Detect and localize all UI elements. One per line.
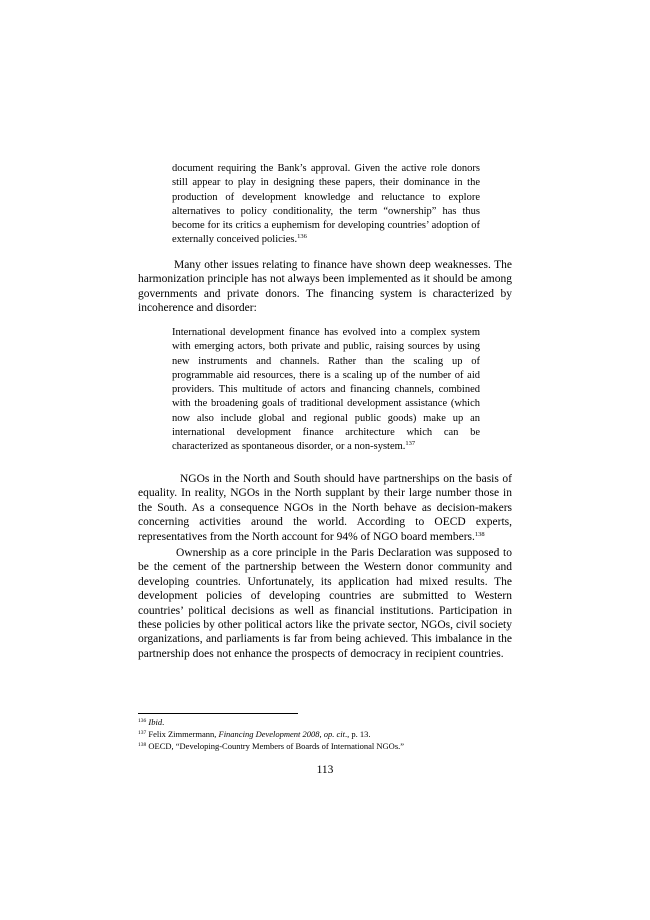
footnote-136 [138,717,518,728]
block-quote-2 [172,326,480,455]
block-quote-1 [172,162,480,248]
paragraph-ownership: Ownership as a core principle in the Paris Declaration was supposed to be the cement of the partnership between the Western donor community and developing countries. Unfortunately, its application had mixed results. The development policies of developing countries are submitted to Western countries’ political decisions as well as financial institutions. Participation in these policies by other political actors like the private sector, NGOs, civil society organizations, and parliaments is far from being achieved. This imbalance in the partnership does not enhance the prospects of democracy in recipient countries. [138,547,512,660]
block-quote-2-text: International development finance has evolved into a complex system with emerging actors, both private and public, raising sources by using new instruments and channels. Rather than the scaling up of programmable aid resources, there is a scaling up of the number of aid providers. This multitude of actors and financing channels, combined with the broadening goals of traditional development assistance (which now also include global and regional public goods) make up an international development finance architecture which can be characterized as spontaneous disorder, or a non-system. [172,327,480,453]
footnote-ref-138: 138 [474,530,485,538]
paragraph-finance-issues: Many other issues relating to finance have shown deep weaknesses. The harmonization principle has not always been implemented as it should be among governments and private donors. The financing system is characterized by incoherence and disorder: [138,259,512,315]
footnote-137-title: Financing Development 2008 [218,729,320,739]
paragraph-ngos-text: NGOs in the North and South should have partnerships on the basis of equality. In reality, NGOs in the North supplant by their large number those in the South. As a consequence NGOs in the North behave as decision-makers concerning activities around the world. According to OECD experts, representatives from the North account for 94% of NGO board members. [138,473,512,543]
block-quote-1-text: document requiring the Bank’s approval. Given the active role donors still appear to play in designing these papers, their dominance in the production of development knowledge and reluctance to explore alternatives to policy conditionality, the term “ownership” has thus become for its critics a euphemism for developing countries’ adoption of externally conceived policies. [172,163,480,246]
footnote-separator [138,713,298,714]
footnote-138-text: OECD, “Developing-Country Members of Boards of International NGOs.” [148,741,405,751]
footnote-137-sep: , [319,729,324,739]
footnote-136-number: 136 [138,718,147,724]
footnote-137-author: Felix Zimmermann, [148,729,219,739]
footnote-137-number: 137 [138,730,147,736]
footnote-ref-137: 137 [405,440,416,448]
footnote-136-source: Ibid [148,717,163,727]
footnote-138-number: 138 [138,742,147,748]
footnote-137 [138,729,518,740]
paragraph-ngos [138,472,512,544]
footnote-138 [138,741,518,752]
footnote-137-opcit: op. cit [323,729,346,739]
footnote-137-tail: ., p. 13. [345,729,371,739]
footnote-ref-136: 136 [297,233,307,241]
footnote-136-tail: . [162,717,165,727]
page-number: 113 [316,764,334,776]
